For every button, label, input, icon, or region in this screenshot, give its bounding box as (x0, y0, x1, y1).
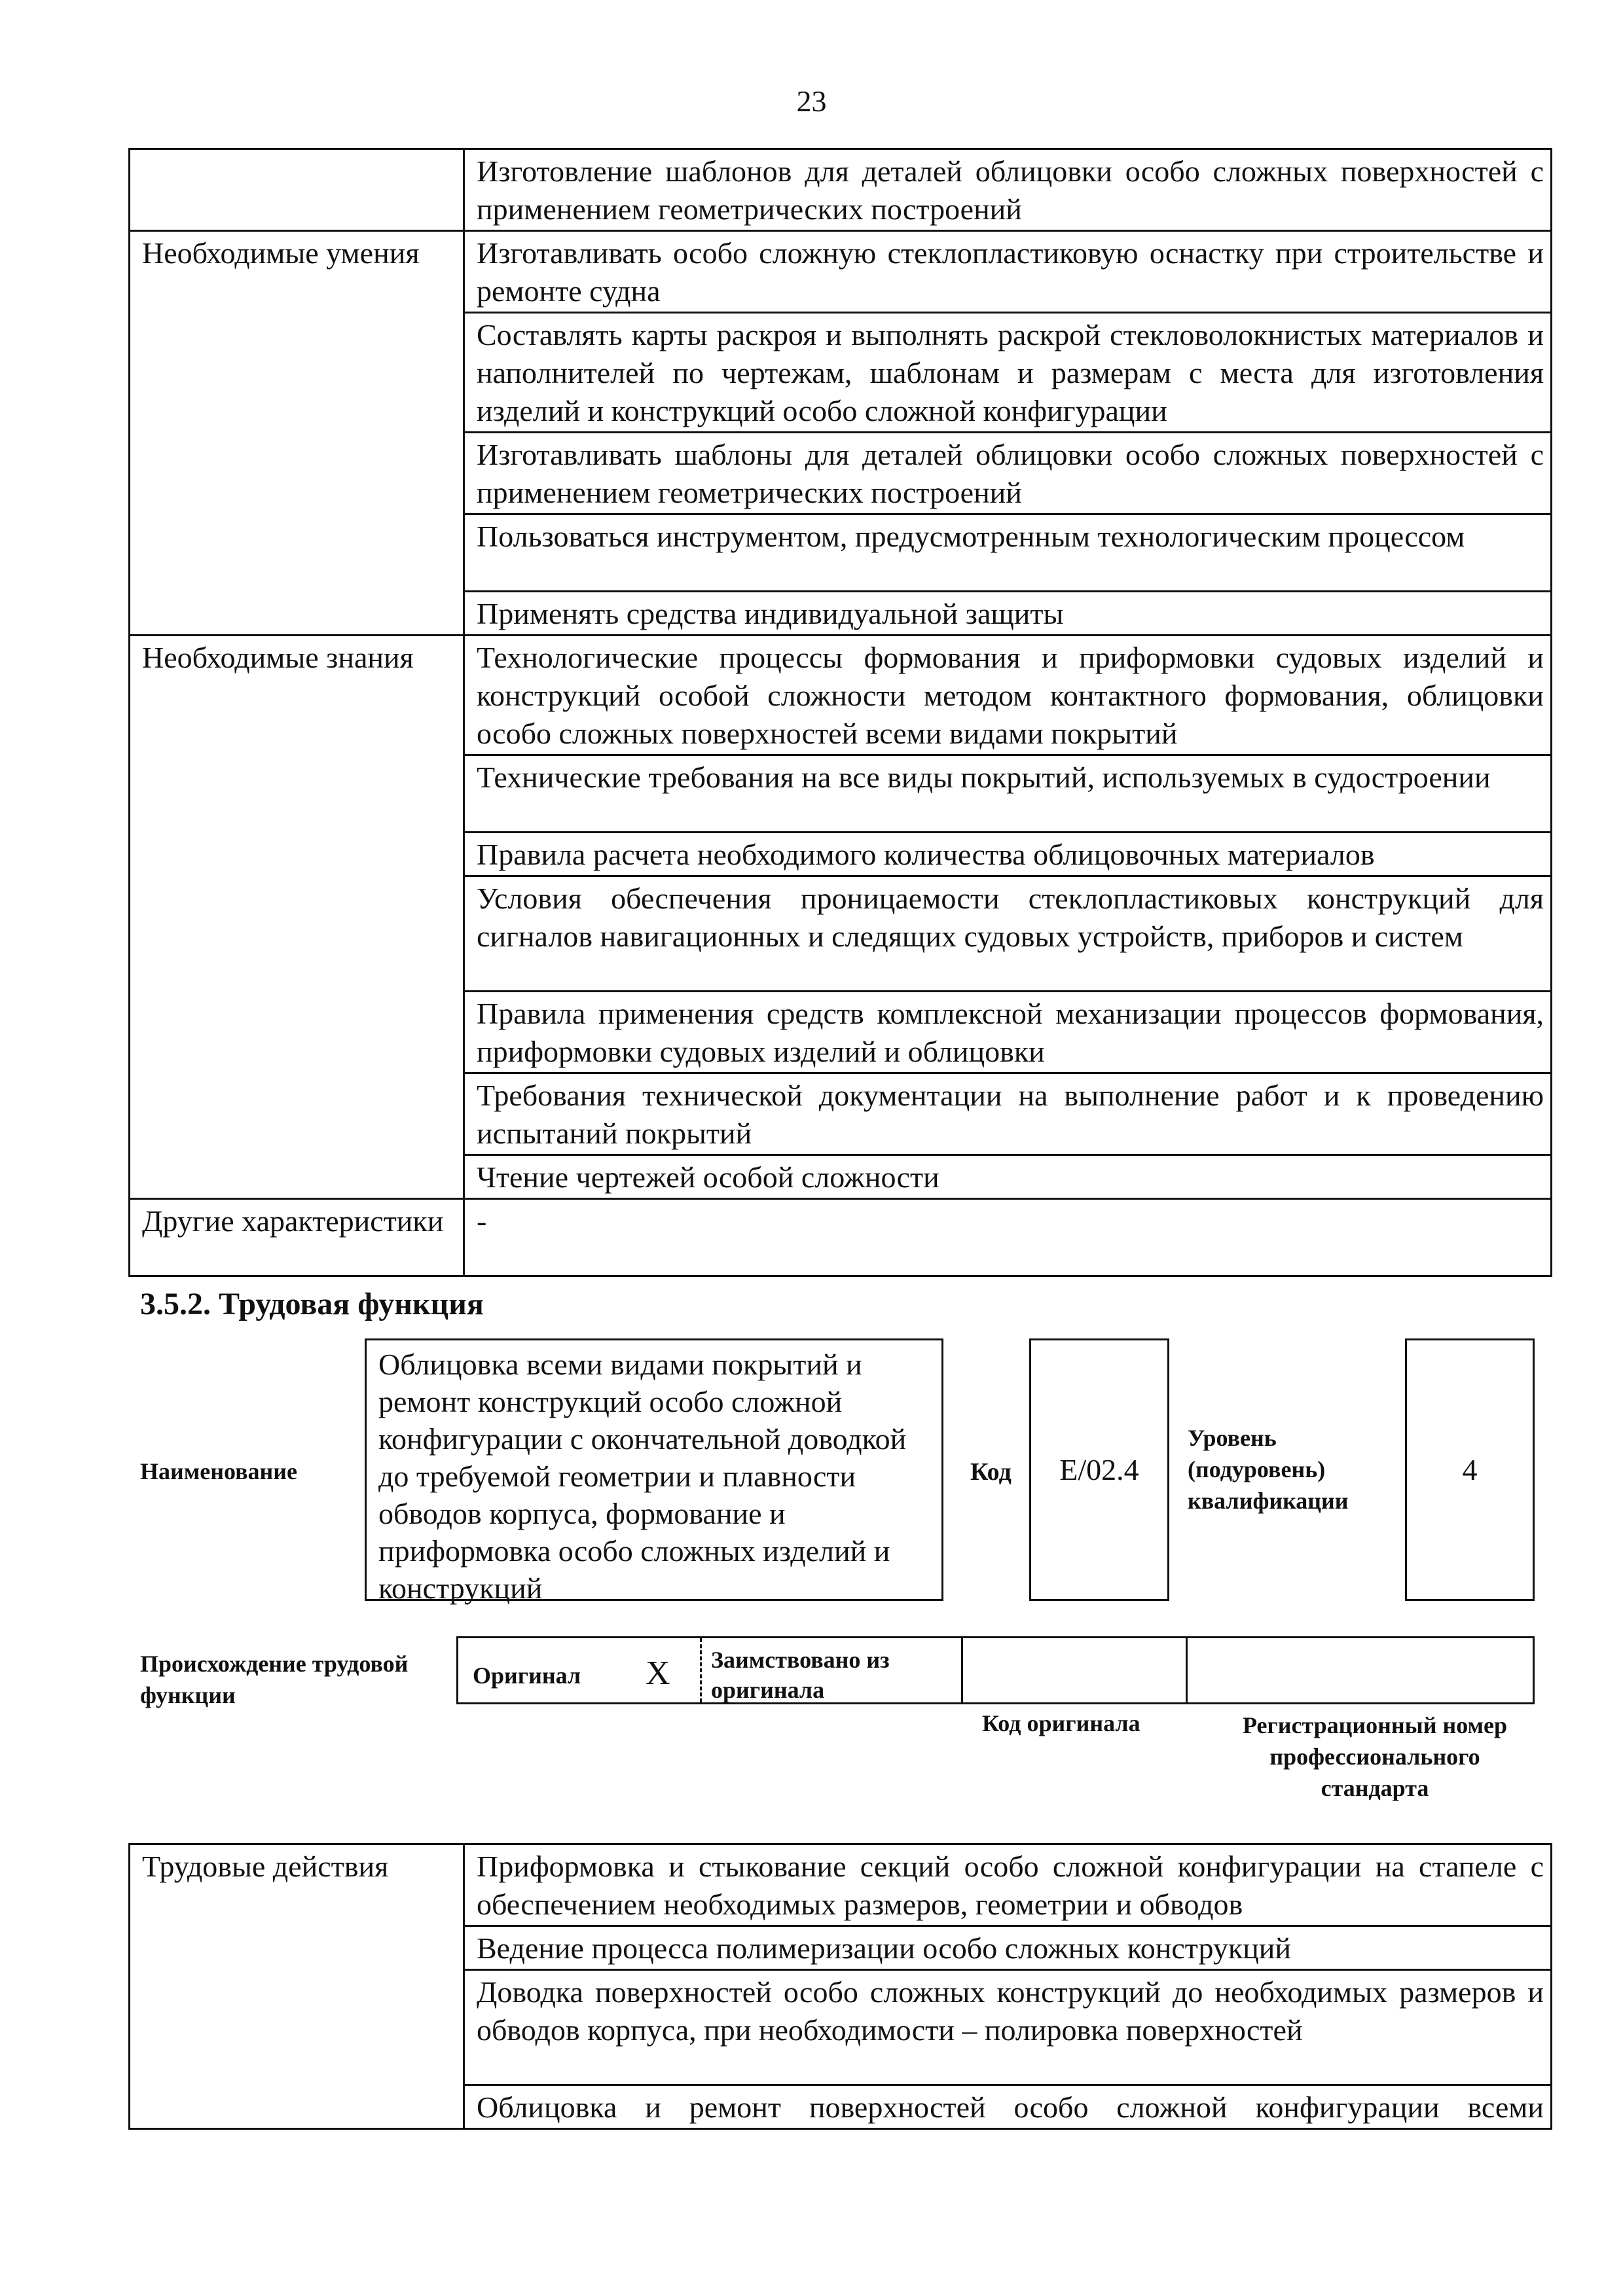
row-text: Составлять карты раскроя и выполнять раскрой стекловолокнистых материалов и наполнителей по чертежам, шаблонам и размерам с места для изготовления изделий и конструкций особо сложной конфигурации (464, 313, 1552, 433)
page-number: 23 (796, 84, 827, 118)
table-row (130, 636, 1552, 755)
code-box (1029, 1338, 1169, 1601)
origin-label (140, 1648, 454, 1711)
labor-actions-table (128, 1843, 1552, 2130)
row-text: Условия обеспечения проницаемости стеклопластиковых конструкций для сигналов навигационных и следящих судовых устройств, приборов и систем (464, 876, 1552, 992)
original-mark: X (646, 1655, 670, 1692)
function-name-box: Облицовка всеми видами покрытий и ремонт конструкций особо сложной конфигурации с окончательной доводкой до требуемой геометрии и плавности обводов корпуса, формование и приформовка особо сложных изделий и конструкций (365, 1338, 943, 1601)
row-text: Технические требования на все виды покрытий, используемых в судостроении (464, 755, 1552, 833)
row-text: Применять средства индивидуальной защиты (464, 592, 1552, 636)
level-label-text: Уровень (подуровень) квалификации (1188, 1425, 1349, 1514)
code-original-caption: Код оригинала (982, 1710, 1140, 1736)
row-text: Пользоваться инструментом, предусмотренным технологическим процессом (464, 514, 1552, 592)
row-label (130, 149, 464, 231)
row-text: Изготавливать особо сложную стеклопластиковую оснастку при строительстве и ремонте судна (464, 231, 1552, 313)
table-row (130, 149, 1552, 231)
code-label: Код (970, 1458, 1012, 1486)
row-text: Чтение чертежей особой сложности (464, 1155, 1552, 1199)
row-text: Технологические процессы формования и приформовки судовых изделий и конструкций особой сложности методом контактного формования, облицовки особо сложных поверхностей всеми видами покрытий (464, 636, 1552, 755)
row-text: Изготовление шаблонов для деталей облицовки особо сложных поверхностей с применением геометрических построений (464, 149, 1552, 231)
original-code-cell (963, 1638, 1188, 1702)
section-heading: 3.5.2. Трудовая функция (140, 1287, 484, 1321)
row-text: - (464, 1199, 1552, 1276)
origin-table (456, 1636, 1535, 1704)
row-text: Облицовка и ремонт поверхностей особо сложной конфигурации всеми (464, 2085, 1552, 2129)
row-text: Требования технической документации на выполнение работ и к проведению испытаний покрытий (464, 1073, 1552, 1155)
code-value: E/02.4 (1059, 1453, 1139, 1486)
level-box (1405, 1338, 1535, 1601)
row-text: Ведение процесса полимеризации особо сложных конструкций (464, 1926, 1552, 1970)
table-row (130, 1844, 1552, 1926)
name-label: Наименование (140, 1458, 297, 1484)
original-label: Оригинал (473, 1662, 581, 1689)
row-label-other: Другие характеристики (130, 1199, 464, 1276)
level-label (1188, 1422, 1364, 1516)
row-text: Правила применения средств комплексной механизации процессов формования, приформовки судовых изделий и облицовки (464, 992, 1552, 1073)
borrowed-label: Заимствовано из оригинала (711, 1647, 890, 1703)
reg-number-cell (1188, 1638, 1533, 1702)
row-label-knowledge: Необходимые знания (130, 636, 464, 1199)
borrowed-cell (702, 1638, 963, 1702)
row-text: Доводка поверхностей особо сложных конструкций до необходимых размеров и обводов корпуса, при необходимости – полировка поверхностей (464, 1970, 1552, 2085)
row-text: Приформовка и стыкование секций особо сложной конфигурации на стапеле с обеспечением необходимых размеров, геометрии и обводов (464, 1844, 1552, 1926)
origin-label-text: Происхождение трудовой функции (140, 1651, 409, 1708)
skills-knowledge-table (128, 148, 1552, 1277)
row-text: Правила расчета необходимого количества облицовочных материалов (464, 833, 1552, 876)
table-row (130, 1199, 1552, 1276)
row-label-actions: Трудовые действия (130, 1844, 464, 2129)
row-text: Изготавливать шаблоны для деталей облицовки особо сложных поверхностей с применением геометрических построений (464, 433, 1552, 514)
row-label-skills: Необходимые умения (130, 231, 464, 636)
original-cell (458, 1638, 702, 1702)
level-value: 4 (1462, 1453, 1478, 1486)
reg-number-caption: Регистрационный номер профессионального стандарта (1242, 1712, 1508, 1801)
table-row (130, 231, 1552, 313)
